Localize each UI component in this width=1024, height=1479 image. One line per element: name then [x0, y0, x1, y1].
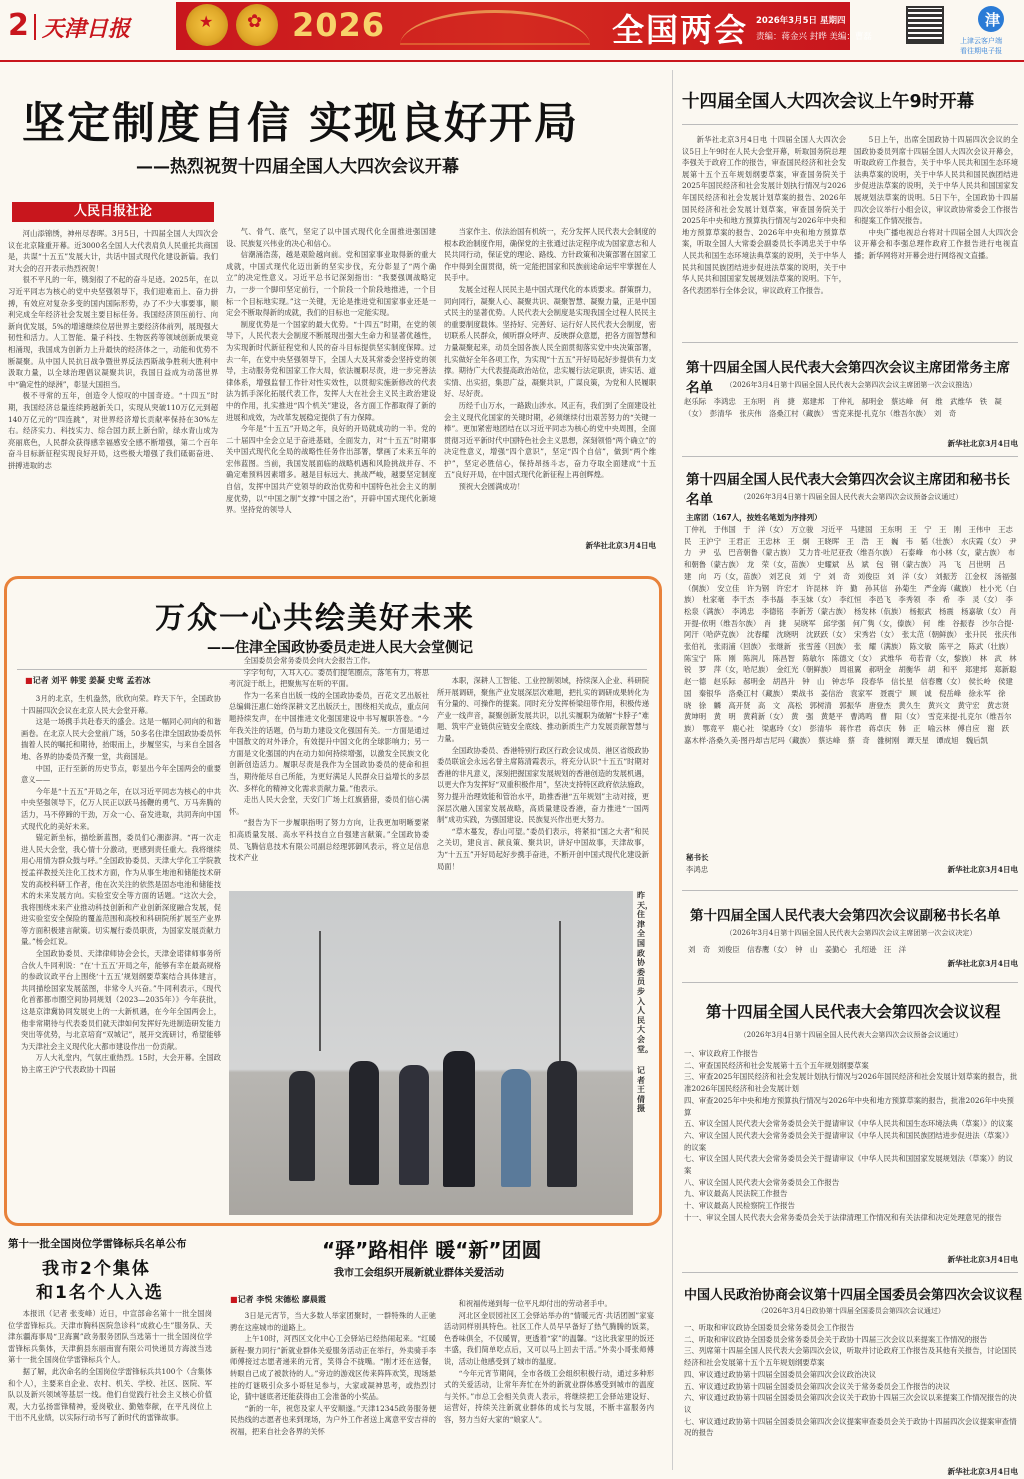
side3-secretary-label: 秘书长 — [686, 853, 709, 862]
agenda-item: 六、审议全国人民代表大会常务委员会关于提请审议《中华人民共和国民族团结进步促进法（草案）》的议案 — [684, 1130, 1013, 1152]
side3-note: （2026年3月4日第十四届全国人民代表大会第四次会议预备会议通过） — [739, 493, 963, 501]
side5-note: （2026年3月4日第十四届全国人民代表大会第四次会议预备会议通过） — [739, 1031, 963, 1039]
side4-note: （2026年3月4日第十四届全国人民代表大会第四次会议主席团第一次会议决定） — [725, 929, 977, 937]
story4-column-1 — [230, 1310, 436, 1476]
side-opening — [676, 70, 1022, 342]
side6-note: （2026年3月4日政协第十四届全国委员会第四次会议通过） — [757, 1307, 945, 1315]
editors: 责编：蒋金兴 封晔 美编：曹磊 — [756, 32, 872, 42]
feature-reporters-text: 记者 刘平 韩雯 姜凝 史莺 孟若冰 — [32, 676, 151, 685]
story4-c2-p2: 河北区金辰园社区工会驿站举办的“情暖元宵·共话团圆”家宴活动同样别具特色。社区工作人员早早备好了热气腾腾的饭菜，色香味俱全，不仅暖胃，更透着“家”的温馨。“这比我家里的饭还丰盛，我们简单吃点后，又可以马上回去干活。”外卖小哥张师傅说，活动让他感受到了城市的温度。 — [444, 1310, 654, 1366]
feat-c1-p3: 中国，正行至新的历史节点，彰显出今年全国两会的重要意义—— — [21, 763, 221, 785]
photo-credit: 记者 王倩 摄 — [637, 1065, 645, 1114]
agenda-item: 七、审议全国人民代表大会常务委员会关于提请审议《中华人民共和国国家发展规划法（草案）》的议案 — [684, 1154, 1013, 1176]
agenda-item: 六、审议通过政协第十四届全国委员会第四次会议关于政协十四届三次会议以来提案工作情况报告的决议 — [684, 1393, 1017, 1414]
agenda-item: 二、听取和审议政协全国委员会常务委员会关于政协十四届三次会议以来提案工作情况的报告 — [684, 1334, 988, 1344]
feat-c1-p1: 3月的北京，生机盎然，欣欣向荣。昨天下午，全国政协十四届四次会议在北京人民大会堂开幕。 — [21, 694, 221, 715]
side6-byline: 新华社北京3月4日电 — [947, 1467, 1018, 1476]
photo-person-icon — [443, 1051, 475, 1187]
feat-c2-p2: 字字句句，入耳入心。委员们提笔圈点，落笔有力，将思考沉淀于纸上，把聚焦写在听的平面。 — [229, 667, 429, 689]
story4-c1-p1: 3日是元宵节，当大多数人举家团聚时，一群特殊的人正驰骋在这座城市的道路上。 — [230, 1311, 436, 1332]
feat-c1-p7: 万人大礼堂内，气氛庄重热烈。15时，大会开幕。全国政协主席王沪宁代表政协十四届 — [21, 1053, 221, 1074]
side5-top-rule — [682, 982, 1018, 983]
feat-c1-p6: 全国政协委员、天津律师协会会长，天津金诺律师事务所合伙人牛同利说：“在‘十五五’开局之年，能够有幸在最高规格的参政议政平台上围绕‘十五五’规划纲要草案结合具体建言，共同描绘国家发展蓝图，非常令人兴奋。”牛同利表示，《现代化首都都市圈空间协同规划（2023—2035年）》今年获批，这是京津冀协同发展史上的一大新机遇，在今年全国两会上，他非常期待与代表委员们就天津如何发挥好先进制造研发能力突出等优势，与北京培育“双城记”，展开交流研讨，希望能够为天津社会主义现代化大都市建设作出一份贡献。 — [21, 949, 221, 1051]
app-label-2: 看往期电子报 — [960, 47, 1002, 55]
app-label: 上津云客户端 — [960, 37, 1002, 45]
feature-box — [4, 576, 662, 1226]
issue-date: 2026年3月5日 星期四 — [756, 16, 846, 26]
side2-byline: 新华社北京3月4日电 — [947, 439, 1018, 448]
story4-reporters — [230, 1294, 326, 1305]
side3-secretary: 李鸿忠 — [686, 865, 709, 874]
side6-list — [684, 1322, 1018, 1439]
side2-names: 赵乐际 李鸿忠 王东明 肖 捷 郑建邦 丁仲礼 郝明金 蔡达峰 何 维 武维华 铁 凝（女） 彭清华 张庆伟 洛桑江村（藏族） 雪克来提·扎克尔（维吾尔族） 刘 奇 — [684, 397, 1002, 418]
story3-title-2: 和1名个人入选 — [36, 1283, 164, 1303]
lead-column-1 — [8, 228, 218, 602]
section-title: 全国两会 — [612, 11, 749, 49]
editorial-tag: 人民日报社论 — [12, 202, 214, 222]
agenda-item: 十一、审议全国人民代表大会常务委员会关于法律清理工作情况和有关法律和决定处理意见的报告 — [684, 1212, 1002, 1222]
feature-column-1 — [21, 693, 221, 1213]
masthead — [0, 0, 1024, 66]
photo-person-icon — [547, 1061, 577, 1187]
lead-subtitle: ——热烈祝贺十四届全国人大四次会议开幕 — [136, 157, 459, 177]
side5-byline: 新华社北京3月4日电 — [947, 1255, 1018, 1264]
story4-subtitle: 我市工会组织开展新就业群体关爱活动 — [334, 1268, 504, 1279]
story4-column-2 — [444, 1298, 654, 1476]
agenda-item: 八、审议全国人民代表大会常务委员会工作报告 — [684, 1177, 840, 1187]
agenda-item: 三、列席第十四届全国人民代表大会第四次会议，听取并讨论政府工作报告及其他有关报告，讨论国民经济和社会发展第十五个五年规划纲要草案 — [684, 1346, 1017, 1368]
story4-reporters-text: 记者 李悦 宋德松 廖晨霞 — [237, 1295, 326, 1304]
side1-p2: 5日上午，出席全国政协十四届四次会议的全国政协委员列席十四届全国人大四次会议开幕会，听取政府工作报告，关于中华人民共和国生态环境法典草案的说明，关于中华人民共和国民族团结进步促进法草案的说明，关于中华人民共和国国家发展规划法草案的说明。5日下午，全国政协十四届四次会议举行小组会议，审议政协常委会工作报告和提案工作情况报告。 — [854, 135, 1018, 226]
photo-person-icon — [399, 1065, 429, 1185]
lead-article — [0, 66, 672, 566]
feat-c3-p2: 全国政协委员、香港特别行政区行政会议成员、港区省级政协委员联谊会永远名誉主席陈清霞表示，将充分认识“十五五”时期对香港的非凡意义，深刻把握国家发展规划的香港创造的发展机遇，以更大作为发挥好“双重积极作用”，坚决支持特区政府依法施政，努力提升治理效能和管治水平，助推香港“五年规划”主动对接，更深层次融入国家发展战略，高质量建设香港，奋力推进“一国两制”成功实践，为强国建设、民族复兴作出更大努力。 — [437, 745, 649, 825]
agenda-item: 二、审查国民经济和社会发展第十五个五年规划纲要草案 — [684, 1060, 869, 1070]
side6-title: 中国人民政治协商会议第十四届全国委员会第四次会议议程 — [684, 1288, 1023, 1303]
side1-column-2 — [854, 134, 1018, 328]
feature-column-3 — [437, 675, 649, 895]
side2-top-rule — [682, 342, 1018, 343]
story3-title-1: 我市2个集体 — [42, 1259, 151, 1279]
side3-byline: 新华社北京3月4日电 — [947, 865, 1018, 874]
agenda-item: 一、听取和审议政协全国委员会常务委员会工作报告 — [684, 1323, 854, 1332]
lead-c3-p1: 当家作主、依法治国有机统一，充分发挥人民代表大会制度的根本政治制度作用，确保党的主张通过法定程序成为国家意志和人民共同行动，保证党的理论、路线、方针政策和决策部署在国家工作中得到全面贯彻，统一定能把国家和民族前途命运牢牢掌握在人民手中。 — [444, 227, 656, 283]
cppcc-emblem-icon: ✿ — [236, 4, 278, 46]
story3-p1: 本报讯（记者 张变峰）近日，中宣部命名第十一批全国岗位学雷锋标兵。天津市胸科医院急诊科“成救心生”服务队、天津东疆海事局“卫海翼”政务服务团队当选第十一批全国岗位学雷锋标兵集体，天津蓟县东丽南窗有限公司快递员方海波当选第十一批全国岗位学雷锋标兵个人。 — [8, 1309, 212, 1365]
photo-lamp-icon — [559, 921, 561, 1061]
feature-column-2 — [229, 655, 429, 863]
agenda-item: 九、审议最高人民法院工作报告 — [684, 1189, 788, 1199]
side3-top-rule — [682, 456, 1018, 457]
story-delivery — [222, 1232, 664, 1479]
side5-title: 第十四届全国人民代表大会第四次会议议程 — [706, 1003, 1001, 1021]
side4-byline: 新华社北京3月4日电 — [947, 959, 1018, 968]
story3-body — [8, 1308, 212, 1474]
photo-person-icon — [289, 1071, 315, 1181]
story4-title: “驿”路相伴 暖“新”团圆 — [322, 1238, 542, 1262]
feature-subtitle: ——住津全国政协委员走进人民大会堂侧记 — [207, 640, 473, 656]
feat-c3-p3: “草木蔓发，春山可望。”委员们表示，将紧扣“国之大者”和民之关切，建良言、献良策、聚共识，讲好中国故事，天津故事，为“十五五”开好局起好步携手奋进，不断开创中国式现代化建设新局面！ — [437, 826, 649, 871]
side-deputy-secretaries — [676, 890, 1022, 976]
side6-top-rule — [682, 1272, 1018, 1273]
feat-c2-p3: 作为一名来自出版一线的全国政协委员，百花文艺出版社总编辑汪惠仁始终深耕文艺出版沃土，围绕相关成点，重点问题持续发声，在中国推进文化强国建设中书写履职答卷。“今年我关注的话题，仍与助力建设文化强国有关。一方面是通过中国散文的对外译介，有效提升中国文化的全球影响力；另一方面是文化强国的内在动力如何持续增强，以激发全民族文化创新创造活力。履职尽责是我作为全国政协委员的使命和担当，期待能尽自己所能，为更好满足人民群众日益增长的多层次、多样化的精神文化需求贡献力量。”他表示。 — [229, 690, 429, 793]
photo-lamp-icon — [319, 931, 321, 1051]
story4-c1-p3: “新的一年，祝您及家人平安顺遂。”天津12345政务服务便民热线的志愿者也来到现场，为户外工作者送上寓意平安吉祥的祝福，把来自社会各界的关怀 — [230, 1403, 436, 1436]
photo-caption — [637, 890, 653, 1114]
header-rule — [0, 60, 1024, 62]
side3-names: 丁仲礼 于伟国 于 洋（女） 万立骏 习近平 马建国 王东明 王 宁 王 刚 王伟中 王志民 王沪宁 王君正 王忠林 王 炯 王晓晖 王 浩 王 巍 韦 韬（壮族） 水庆霞（女） 尹 力 尹 弘 巴音朝鲁（蒙古族） 艾力肯·吐尼亚孜（维吾尔族） 石泰峰 布小林（女，蒙古族） 布和朝鲁（蒙古族） 龙 荣（女，苗族） 史耀斌 丛 斌 包 钢（蒙古族） 冯 飞 吕世明 吕 建 向 巧（女，苗族） 刘艺良 刘 宁 刘 奇 刘俊臣 刘 洋（女） 刘振芳 江金权 汤福强（侗族） 安立佳 许为钢 许宏才 许昆林 许 勤 孙其信 孙菊生 严金海（藏族） 杜小光（白族） 杜家毫 李干杰 李书磊 李玉妹（女） 李红恒 李邑飞 李秀领 李 希 李 灵（女） 李松泉（满族） 李鸿忠 李德铭 李新芳（蒙古族） 杨发林（佤族） 杨振武 杨震 杨嘉敏（女） 肖开提·依明（维吾尔族） 肖 捷 吴晓军 邱学强 何广隽（女，傣族） 何 维 谷振春 沙尔合提·阿汗（哈萨克族） 沈春耀 沈晓明 沈跃跃（女） 宋秀岩（女） 张太范（朝鲜族） 张升民 张庆伟 张伯礼 张雨浦（回族） 张继新 张雪莲（回族） 张 耀（满族） 陈文敏 陈平之 陈武（壮族） 陈宝宁 陈 刚 陈润儿 陈昌智 陈敏尔 陈德文（女） 武维华 苟若青（女，黎族） 林 武 林 锐 罗 萍（女，哈尼族） 金红光（朝鲜族） 周祖翼 郝明金 胡衡华 胡 和平 郑建邦 郑新聪 赵一德 赵乐际 郝明金 胡昌升 钟 山 钟志华 段春华 信长星 信春鹰（女） 侯长岭 侯建国 秦银华 洛桑江村（藏族） 栗战书 姜信治 袁家军 聂震宁 顾 诚 倪岳峰 徐永军 徐 晓 徐 麟 高开贤 高 文 高松 郭树清 郭振华 唐登杰 黄久生 黄兴文 黄守宏 黄志贤 黄坤明 黄 明 黄莉新（女） 黄 强 黄楚平 曹鸿鸣 曹 阳（女） 雪克来提·扎克尔（维吾尔族） 鄂竟平 鹿心社 梁惠玲（女） 彭清华 蒋作君 蒋卓庆 韩 正 喻云林 傅自应 谢 跃 嘉木样·洛桑久美·图丹却吉尼玛（藏族） 蔡达峰 蔡 奇 雒树刚 谭天星 谭成旭 魏后凯 — [684, 525, 1024, 745]
lead-title: 坚定制度自信 实现良好开局 — [22, 99, 579, 149]
banner-year: 2026 — [292, 6, 386, 44]
side5-list — [684, 1048, 1018, 1224]
reporter-square-icon: ■ — [25, 676, 33, 685]
photo-person-icon — [349, 1061, 379, 1185]
header-divider — [34, 14, 36, 40]
side1-rule — [682, 124, 1018, 125]
side3-group-label: 主席团（167人，按姓名笔划为序排列） — [686, 513, 822, 522]
national-emblem-icon: ★ — [186, 4, 228, 46]
feat-c2-p4: 走出人民大会堂，天安门广场上红旗猎猎，委员们信心满怀。 — [229, 795, 429, 816]
feat-c2-p5: “报告为下一步履职指明了努力方向，让我更加明晰要紧扣高质量发展、高水平科技自立自强建言献策。”全国政协委员、飞腾信息技术有限公司副总经理郭御风表示，将立足信息技术产业 — [229, 818, 429, 863]
feat-c1-p4: 今年是“十五五”开局之年，在以习近平同志为核心的中共中央坚强领导下，亿万人民正以跃马扬鞭的勇气、万马奔腾的活力，马不停蹄的干劲，万众一心、奋发进取，共同奔向中国式现代化的美好未来。 — [21, 786, 221, 831]
paper-name: 天津日报 — [42, 16, 131, 42]
story4-c1-p2: 上午10时，河西区文化中心工会驿站已经热闹起来。“红暖新程·聚力同行”新就业群体关爱服务活动正在举行，外卖骑手李师傅接过志愿者递来的元宵，笑得合不拢嘴。“刚才还在送餐，转眼自己成了被款待的人。”旁边的游戏区传来阵阵欢笑，现场悬挂的灯谜吸引众多小哥驻足参与，大家或凝神思考，或热烈讨论，猜中谜底者还能获得由工会准备的小奖品。 — [230, 1334, 436, 1402]
side-presidium — [676, 456, 1022, 886]
story3-kicker: 第十一批全国岗位学雷锋标兵名单公布 — [8, 1238, 187, 1250]
agenda-item: 三、审查2025年国民经济和社会发展计划执行情况与2026年国民经济和社会发展计划草案的报告，批准2026年国民经济和社会发展计划 — [684, 1072, 1018, 1094]
side-npc-agenda — [676, 982, 1022, 1268]
agenda-item: 四、审议通过政协第十四届全国委员会第四次会议政治决议 — [684, 1369, 877, 1379]
feat-c1-p2: 这是一场携手共赴春天的盛会。这是一幅同心同向的和谐画卷。在北京人民大会堂前广场，50多名住津全国政协委员怀揣着人民的嘱托和期待，抬眼而上，步履坚实，与来自全国各地、各界的协委员齐聚一堂，共商国是。 — [21, 717, 221, 761]
side4-title: 第十四届全国人民代表大会第四次会议副秘书长名单 — [690, 908, 1001, 924]
side4-names: 刘 奇 刘俊臣 信春鹰（女） 钟 山 姜勤心 孔绍逊 汪 洋 — [688, 945, 907, 954]
side-cppcc-agenda — [676, 1272, 1022, 1479]
lead-c3-p2: 发展全过程人民民主是中国式现代化的本质要求。群策群力，同向同行，凝聚人心、凝聚共识、凝聚智慧、凝聚力量，正是中国式民主的显著优势。人民代表大会制度是实现我国全过程人民民主的重要制度载体。坚持好、完善好、运行好人民代表大会制度，密切联系人民群众，倾听群众呼声、反映群众意愿，把各方面智慧和力量凝聚起来，动员全国各族人民全面贯彻落实党中央决策部署，扎实做好全年各项工作，为实现“十五五”开好局起好步提供有力支撑。期待广大代表提高政治站位，忠实履行法定职责，讲实话、道实情、出实招，集思广益，凝聚共识，广谋良策，为党和人民履职好、尽好责。 — [444, 284, 656, 399]
feat-c1-p5: 锚定新坐标，描绘新蓝图，委员们心潮澎湃。“再一次走进人民大会堂，我心情十分激动，更感到责任重大。我将继续用心用情为群众鼓与呼。”全国政协委员、天津大学化工学院教授孟祥教授关注化工技术方面，作为从事生地池和储能技术研发的高校科研工作者，他在次关注的依然是固态电池和储能技术的未来发展方向。实验室安全等方面的话题。“这次大会，我将围绕未来产业推动科技创新和产业创新深度融合发展，促进实验室安全保险的覆盖范围和高校和科研院所扩展至产业界等方面积极建言献策。切实履行委员职责，为国家发展贡献力量。”杨会红说。 — [21, 833, 221, 947]
sidebar-divider — [672, 70, 673, 1470]
agenda-item: 四、审查2025年中央和地方预算执行情况与2026年中央和地方预算草案的报告，批准2026年中央预算 — [684, 1095, 1014, 1117]
page-number: 2 — [8, 8, 29, 43]
agenda-item: 十、审议最高人民检察院工作报告 — [684, 1201, 795, 1211]
story3-p2: 据了解，此次命名的全国岗位学雷锋标兵共100个（含集体和个人），主要来自企业、农村、机关、学校、社区、医院、军队以及新兴领域等基层一线。他们自觉践行社会主义核心价值观，大力弘扬雷锋精神，爱岗敬业、勤勉奉献，在平凡岗位上干出不凡业绩，以实际行动书写了新时代的雷锋故事。 — [8, 1366, 212, 1423]
side1-p3: 中央广播电视总台将对十四届全国人大四次会议开幕会和李强总理作政府工作报告进行电视直播；新华网将对开幕会进行网络视文直播。 — [854, 227, 1018, 260]
agenda-item: 七、审议通过政协第十四届全国委员会第四次会议提案审查委员会关于政协十四届四次会议提案审查情况的报告 — [684, 1416, 1017, 1438]
feat-c2-p1: 全国委员会常务委员会向大会报告工作。 — [243, 656, 375, 665]
feature-title: 万众一心共绘美好未来 — [155, 601, 475, 636]
agenda-item: 一、审议政府工作报告 — [684, 1049, 758, 1058]
lead-c3-p3: 历经千山万水，一路跋山涉水。风正有，我们到了全面建设社会主义现代化国家的关键时期，必须继续付出艰苦努力的“关键一棒”。更加紧密地团结在以习近平同志为核心的党中央周围，全面贯彻习近平新时代中国特色社会主义思想，深刻领悟“两个确立”的决定性意义，增强“四个意识”，坚定“四个自信”，做到“两个维护”，坚定必胜信心，保持昂扬斗志，奋力夺取全面建成“十五五”良好开局，在中国式现代化新征程上再创辉煌。 — [444, 400, 656, 480]
lead-c2-p3: 制度优势是一个国家的最大优势。“十四五”时期，在党的领导下，人民代表大会制度不断展现出强大生命力和显著优越性，为实现新时代新征程党和人民的奋斗目标提供坚实制度保障。过去一年，在党中央坚强领导下，全国人大及其常委会坚持党的领导，主动服务党和国家工作大局，依法履职尽责，进一步完善法律体系，增强监督工作针对性实效性，以贯彻实施新修改的代表法为抓手深化拓展代表工作，发挥人大在社会主义民主政治建设中的作用，扎实推进“四个机关”建设，各方面工作都取得了新的进展和成效，为改革发展稳定提供了有力保障。 — [226, 319, 436, 422]
lead-c1-p3: 极不寻常的五年，创造令人惊叹的中国奇迹。“十四五”时期，我国经济总量连续跨越新关口，实现从突破110万亿元到超140万亿元的“四连跳”，对世界经济增长贡献率保持在30%左右。经济实力、科技实力、综合国力跃上新台阶，绿水青山成为亮丽底色，人民群众获得感幸福感安全感不断增强，第二个百年奋斗目标新征程实现良好开局，这些极大增强了我们砥砺奋进、拼搏进取的志 — [8, 391, 218, 470]
side3-title: 第十四届全国人民代表大会第四次会议主席团和秘书长名单 — [686, 472, 1010, 508]
lead-c1-p2: 很不平凡的一年，镌刻很了不起的奋斗足迹。2025年，在以习近平同志为核心的党中央坚强领导下，我们迎难而上、奋力拼搏，有效应对复杂多变的国内国际形势，办了不少大事要事，顺利完成全年经济社会发展主要目标任务。我国经济顶压前行、向新向优发展，5%的增速继续位居世界主要经济体前列，展现强大韧性和活力。人工智能、量子科技、生物医药等领域创新成果竞相涌现，我国成为创新力上升最快的经济体之一，动能和优势不断凝聚。从中国人民抗日战争暨世界反法西斯战争胜利大胜利中汲取力量，以全球治理倡议凝聚共识，我国日益成为动荡世界中“确定性的绿洲”，彰显大国担当。 — [8, 275, 218, 389]
side1-p1: 新华社北京3月4日电 十四届全国人大四次会议5日上午9时在人民大会堂开幕，听取国务院总理李强关于政府工作的报告，审查国民经济和社会发展第十五个五年规划纲要草案，审查国务院关于2025年国民经济和社会发展计划执行情况与2026年国民经济和社会发展计划草案的报告、2026年国民经济和社会发展计划草案，审查国务院关于2025年中央和地方预算执行情况与2026年中央和地方预算草案的报告、2026年中央和地方预算草案，听取全国人大常委会副委员长李鸿忠关于中华人民共和国生态环境法典草案的说明，关于中华人民共和国民族团结进步促进法草案的说明，关于中华人民共和国国家发展规划法草案的说明。下午，各代表团举行全体会议，审议政府工作报告。 — [682, 135, 846, 295]
photo-caption-text: 昨天，住津全国政协委员步入人民大会堂。 — [637, 890, 653, 1054]
photo-person-icon — [501, 1069, 531, 1187]
qr-code-icon[interactable] — [906, 6, 944, 44]
side2-note: （2026年3月4日第十四届全国人民代表大会第四次会议主席团第一次会议推选） — [725, 381, 977, 389]
story4-c2-p3: “今年元宵节期间，全市各级工会组织积极行动，通过多种形式的关爱活动，让常年奔忙在外的新就业群体感受到城市的温度与关怀。”市总工会相关负责人表示，将继续把工会驿站建设好、运营好，持续关注新就业群体的成长与发展，不断丰富服务内容，努力当好大家的“娘家人”。 — [444, 1368, 654, 1424]
feature-reporters — [25, 675, 151, 686]
lead-c1-p1: 河山添锦绣，神州尽春晖。3月5日，十四届全国人大四次会议在北京隆重开幕。近3000名全国人大代表肩负人民重托共商国是，共谋“十五五”发展大计，共话中国式现代化建设新篇。我们对大会的召开表示热烈祝贺！ — [8, 229, 218, 273]
feature-photo — [229, 891, 633, 1215]
story4-c2-p1: 和祝福传递到每一位平凡却付出的劳动者手中。 — [458, 1299, 612, 1308]
lead-byline: 新华社北京3月4日电 — [585, 541, 656, 550]
lead-c2-p4: 今年是“十五五”开局之年，良好的开局就成功的一半。党的二十届四中全会立足于奋进基础，全面发力，对“十五五”时期事关中国式现代化全局的战略性任务作出部署，擘画了未来五年的宏伟蓝图。当前，我国发展面临的战略机遇和风险挑战并存、不确定难预料因素增多。越是目标远大、挑战严峻，越要坚定制度自信，发挥中国共产党领导的政治优势和中国特色社会主义的制度优势，以“中国之制”支撑“中国之治”，开辟中国式现代化新境界。坚持党的领导人 — [226, 424, 436, 515]
lead-c2-p1: 气、骨气、底气，坚定了以中国式现代化全面推进强国建设、民族复兴伟业的决心和信心。 — [226, 227, 436, 248]
agenda-item: 五、审议全国人民代表大会常务委员会关于提请审议《中华人民共和国生态环境法典（草案）》的议案 — [684, 1119, 1013, 1129]
side1-column-1 — [682, 134, 846, 328]
lead-c2-p2: 信潮涌浩荡，越是艰险越向前。党和国家事业取得新的重大成就，中国式现代化迈出新的坚实步伐，充分彰显了“两个确立”的决定性意义。习近平总书记深刻指出：“我要强调战略定力，一步一个脚印坚定前行，一个阶段一个阶段地推进，一个目标一个目标地实现。”这一关键，无论是推进党和国家事业还是一定会不断取得新的成就，我们的目标也一定能实现。 — [226, 250, 436, 318]
side4-top-rule — [682, 890, 1018, 891]
lead-column-2 — [226, 226, 436, 602]
reporter-square-icon: ■ — [230, 1295, 238, 1304]
agenda-item: 五、审议通过政协第十四届全国委员会第四次会议关于常务委员会工作报告的决议 — [684, 1381, 951, 1391]
side2-title: 第十四届全国人民代表大会第四次会议主席团常务主席名单 — [686, 360, 1010, 396]
side-executive-chairs — [676, 342, 1022, 452]
story-leifeng — [0, 1232, 218, 1479]
side1-title: 十四届全国人大四次会议上午9时开幕 — [682, 92, 975, 112]
feat-c3-p1: 本职，深耕人工智能、工业控制领域，持续深入企业、科研院所开展调研，聚焦产业发展深层次难题，把扎实的调研成果转化为有分量的、可操作的提案。同时充分发挥桥梁纽带作用，积极传递产业一线声音，凝聚创新发展共识，以扎实履职为破解“卡脖子”难题、筑牢产业链供应链安全底线、推动新质生产力发展贡献智慧与力量。 — [437, 676, 649, 743]
lead-c3-p4: 预祝大会圆满成功！ — [458, 482, 525, 492]
app-logo-icon: 津 — [978, 6, 1004, 32]
